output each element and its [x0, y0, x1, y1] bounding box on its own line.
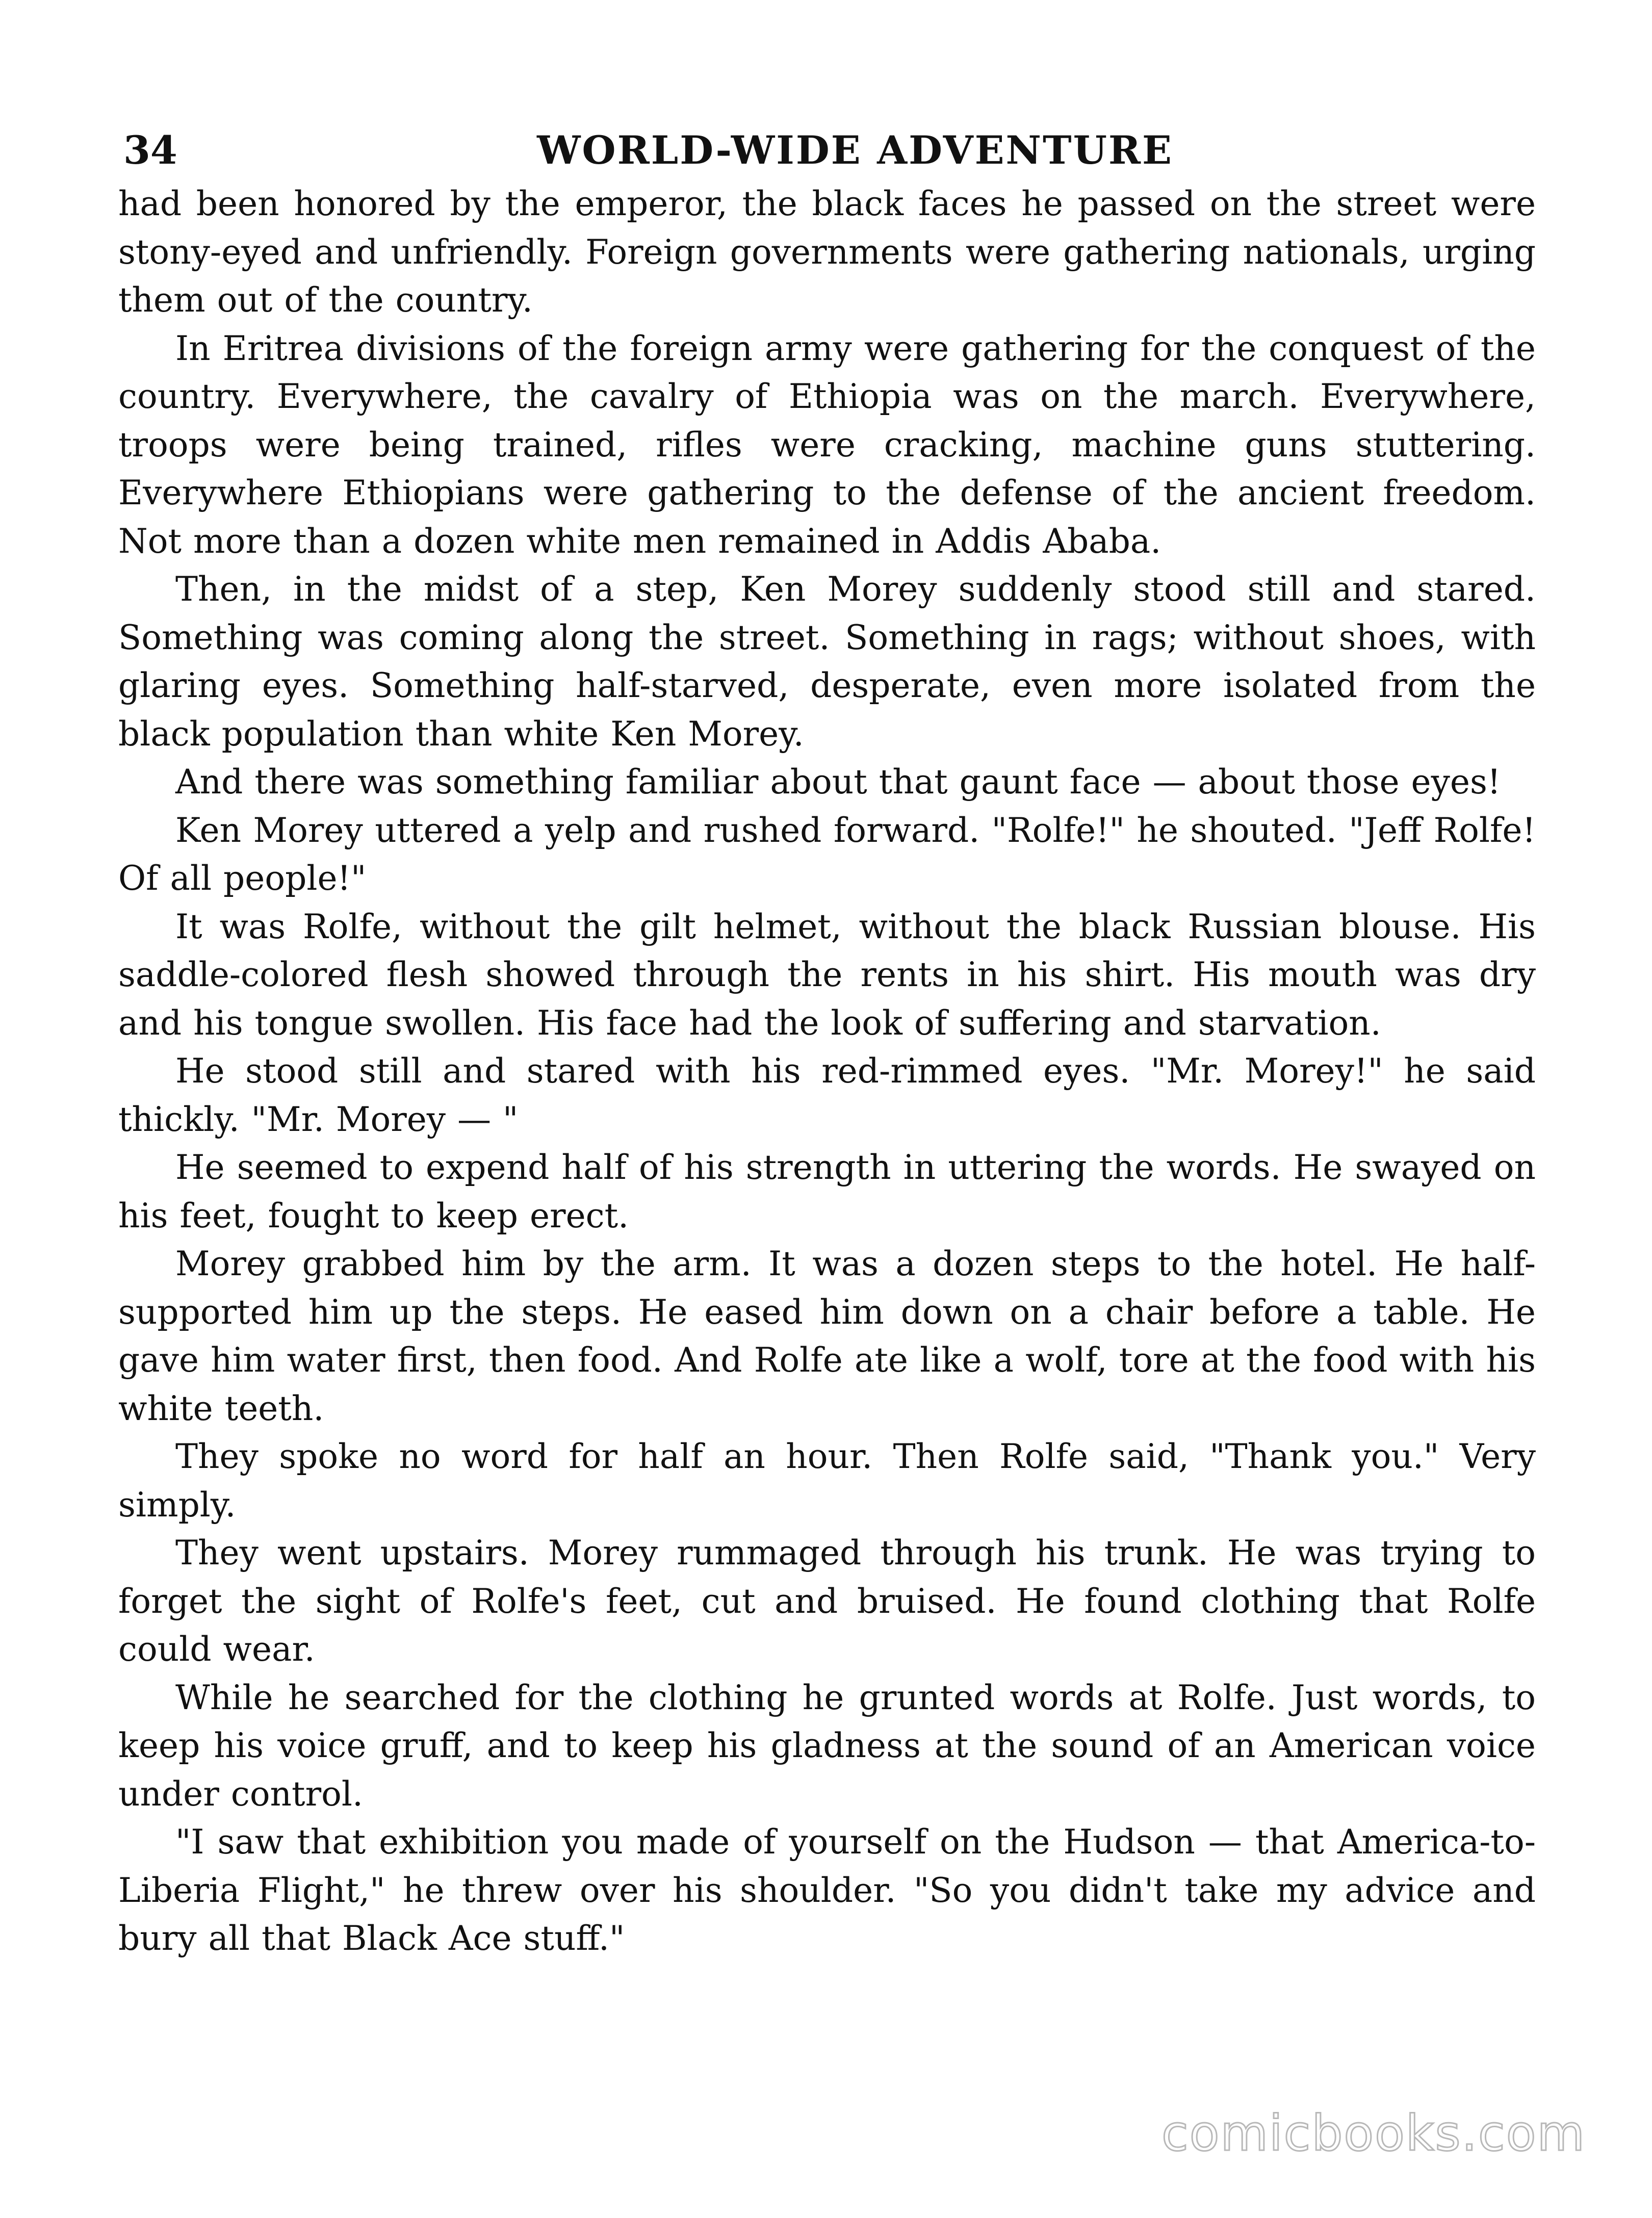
running-head	[118, 125, 1536, 176]
paragraph-3: Then, in the midst of a step, Ken Morey suddenly stood still and stared. Something was coming along the street. Something in rags; without shoes, with glaring eyes. Something half-starved, desperate, even more isolated from the black population than white Ken Morey.	[118, 570, 1536, 754]
paragraph-9: Morey grabbed him by the arm. It was a dozen steps to the hotel. He half-supported him up the steps. He eased him down on a chair before a table. He gave him water first, then food. And Rolfe ate like a wolf, tore at the food with his white teeth.	[118, 1244, 1536, 1428]
paragraph-13: "I saw that exhibition you made of yourself on the Hudson — that America-to-Liberia Flight," he threw over his shoulder. "So you didn't take my advice and bury all that Black Ace stuff."	[118, 1822, 1536, 1958]
paragraph-2: In Eritrea divisions of the foreign army were gathering for the conquest of the country. Everywhere, the cavalry of Ethiopia was on the march. Everywhere, troops were being trained, rifles were cracking, machine guns stuttering. Everywhere Ethiopians were gathering to the defense of the ancient freedom. Not more than a dozen white men remained in Addis Ababa.	[118, 328, 1536, 561]
watermark-logo: comicbooks.com	[1161, 2105, 1586, 2162]
paragraph-1: had been honored by the emperor, the black faces he passed on the street were stony-eyed and unfriendly. Foreign governments were gathering nationals, urging them out of the country.	[118, 184, 1536, 320]
paragraph-4: And there was something familiar about that gaunt face — about those eyes!	[175, 762, 1501, 802]
page-number: 34	[123, 127, 177, 173]
paragraph-6: It was Rolfe, without the gilt helmet, without the black Russian blouse. His saddle-colored flesh showed through the rents in his shirt. His mouth was dry and his tongue swollen. His face had the look of suffering and starvation.	[118, 907, 1536, 1043]
running-title: WORLD-WIDE ADVENTURE	[537, 127, 1173, 173]
book-page	[118, 125, 1536, 1963]
paragraph-10: They spoke no word for half an hour. Then Rolfe said, "Thank you." Very simply.	[118, 1437, 1536, 1525]
paragraph-7: He stood still and stared with his red-rimmed eyes. "Mr. Morey!" he said thickly. "Mr. Morey — "	[118, 1051, 1536, 1139]
paragraph-5: Ken Morey uttered a yelp and rushed forward. "Rolfe!" he shouted. "Jeff Rolfe! Of all people!"	[118, 810, 1536, 898]
paragraph-8: He seemed to expend half of his strength in uttering the words. He swayed on his feet, fought to keep erect.	[118, 1148, 1536, 1235]
paragraph-12: While he searched for the clothing he grunted words at Rolfe. Just words, to keep his voice gruff, and to keep his gladness at the sound of an American voice under control.	[118, 1678, 1536, 1814]
body-text	[118, 180, 1536, 1963]
paragraph-11: They went upstairs. Morey rummaged through his trunk. He was trying to forget the sight of Rolfe's feet, cut and bruised. He found clothing that Rolfe could wear.	[118, 1533, 1536, 1669]
